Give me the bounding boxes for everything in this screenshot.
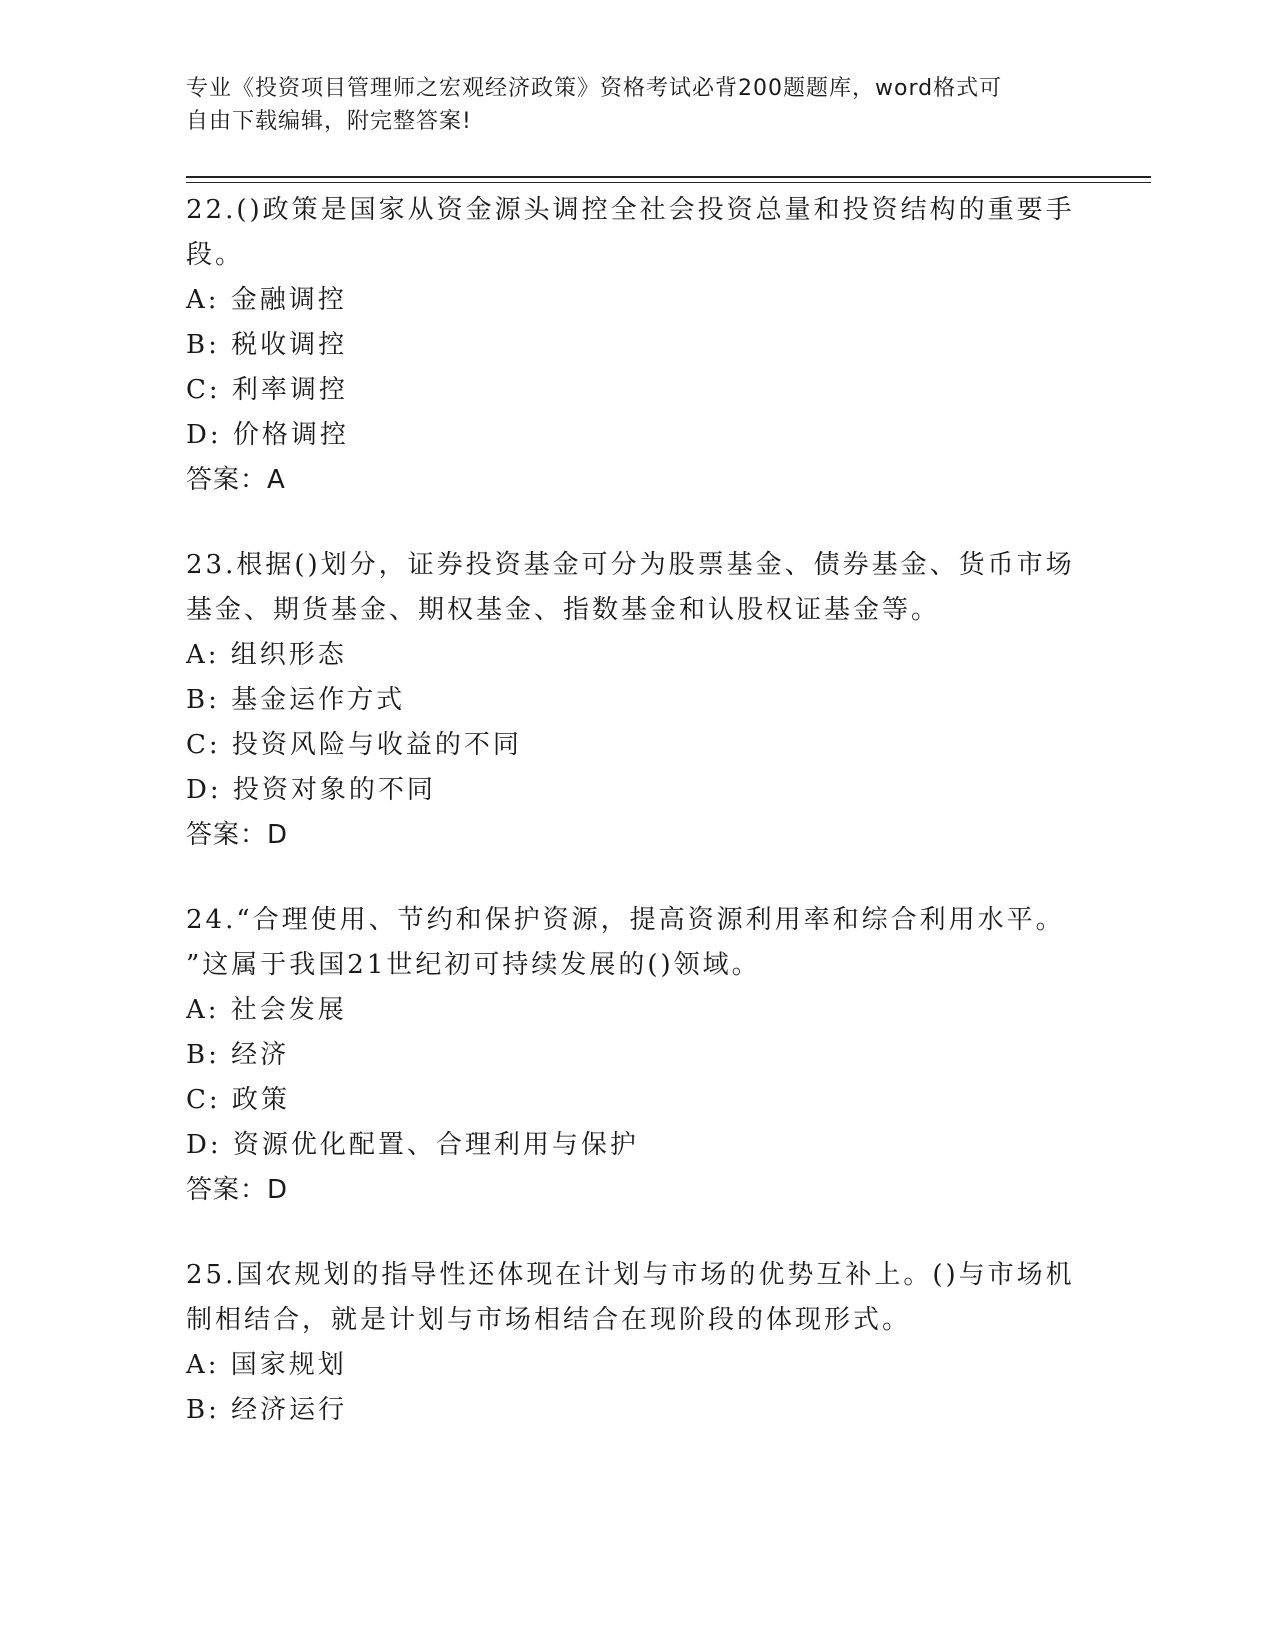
option-d: D: 投资对象的不同: [186, 775, 436, 805]
option-b: B: 经济: [186, 1040, 290, 1070]
question-stem-line: 24.“合理使用、节约和保护资源，提高资源利用率和综合利用水平。: [186, 905, 1065, 935]
question-stem-line: 基金、期货基金、期权基金、指数基金和认股权证基金等。: [186, 595, 941, 625]
header-divider-thin: [186, 182, 1151, 183]
question-stem-line: 段。: [186, 240, 245, 270]
option-c: C: 利率调控: [186, 375, 348, 405]
option-a: A: 金融调控: [186, 285, 347, 315]
option-b: B: 基金运作方式: [186, 685, 406, 715]
question-stem-line: 25.国农规划的指导性还体现在计划与市场的优势互补上。()与市场机: [186, 1260, 1075, 1290]
option-b: B: 经济运行: [186, 1395, 348, 1425]
question-stem-line: 22.()政策是国家从资金源头调控全社会投资总量和投资结构的重要手: [186, 195, 1075, 225]
header-line-2: 自由下载编辑，附完整答案!: [186, 109, 472, 134]
header-divider-thick: [186, 176, 1151, 178]
question-22: [186, 188, 1086, 503]
option-a: A: 社会发展: [186, 995, 347, 1025]
question-list: [186, 188, 1086, 1473]
question-stem-line: 制相结合，就是计划与市场相结合在现阶段的体现形式。: [186, 1305, 912, 1335]
question-23: [186, 543, 1086, 858]
option-d: D: 价格调控: [186, 420, 349, 450]
option-d: D: 资源优化配置、合理利用与保护: [186, 1130, 639, 1160]
answer-line: 答案：D: [186, 1175, 289, 1205]
option-c: C: 政策: [186, 1085, 290, 1115]
answer-line: 答案：A: [186, 465, 286, 495]
option-b: B: 税收调控: [186, 330, 348, 360]
option-a: A: 国家规划: [186, 1350, 347, 1380]
question-25: [186, 1253, 1086, 1433]
header-line-1: 专业《投资项目管理师之宏观经济政策》资格考试必背200题题库，word格式可: [186, 76, 1003, 101]
answer-line: 答案：D: [186, 820, 289, 850]
document-header: [186, 72, 1066, 138]
question-stem-line: ”这属于我国21世纪初可持续发展的()领域。: [186, 950, 761, 980]
option-c: C: 投资风险与收益的不同: [186, 730, 522, 760]
option-a: A: 组织形态: [186, 640, 347, 670]
question-24: [186, 898, 1086, 1213]
question-stem-line: 23.根据()划分，证券投资基金可分为股票基金、债券基金、货币市场: [186, 550, 1075, 580]
